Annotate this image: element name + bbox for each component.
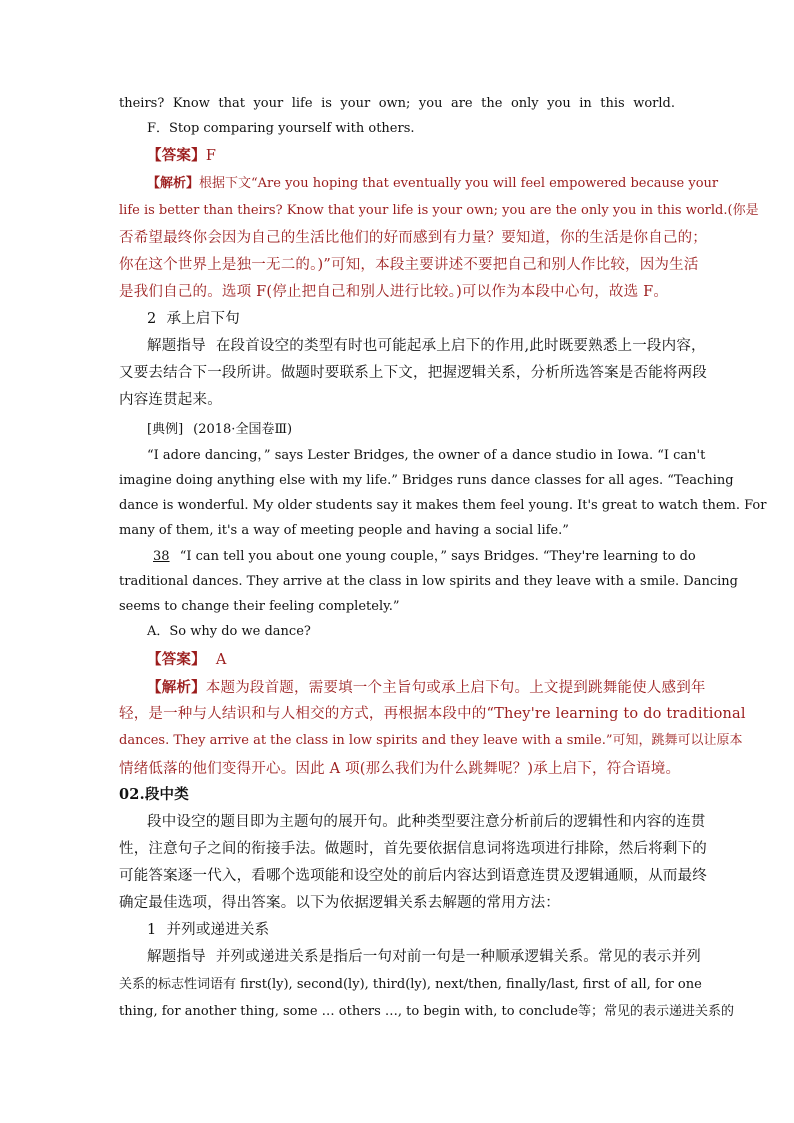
example-heading (147, 422, 675, 438)
passage-line: dance is wonderful. My older students say it makes them feel young. It's great to watch them. For (119, 498, 767, 513)
guidance-text: 并列或递进关系是指后一句对前一句是一种顺承逻辑关系。常见的表示并列 (215, 949, 701, 965)
analysis-line: 是我们自己的。选项 F(停止把自己和别人进行比较。)可以作为本段中心句，故选 F。 (119, 284, 669, 300)
guidance-line: 关系的标志性词语有 first(ly), second(ly), third(ly), next/then, finally/last, first of all, for one (119, 977, 702, 992)
text-line: theirs? Know that your life is your own; you are the only you in this world. (119, 96, 675, 111)
subsection-heading (147, 310, 675, 328)
subsection-number: 2 (147, 311, 157, 327)
subsection-title: 承上启下句 (166, 311, 240, 327)
example-source: (2018·全国卷Ⅲ) (193, 422, 293, 437)
analysis-line: 轻，是一种与人结识和与人相交的方式，再根据本段中的“They're learning to do traditional (119, 706, 746, 722)
analysis-line: 你在这个世界上是独一无二的。)”可知，本段主要讲述不要把自己和别人作比较，因为生活 (119, 257, 699, 273)
answer-line (147, 147, 675, 165)
section-heading: 02.段中类 (119, 786, 189, 803)
analysis-line (147, 679, 706, 697)
body-line: 段中设空的题目即为主题句的展开句。此种类型要注意分析前后的逻辑性和内容的连贯 (147, 814, 706, 830)
passage-line: “I adore dancing，” says Lester Bridges, the owner of a dance studio in Iowa. “I can't (147, 448, 706, 463)
guidance-line (147, 337, 706, 355)
example-tag: [典例] (147, 422, 184, 437)
body-line: 确定最佳选项，得出答案。以下为依据逻辑关系去解题的常用方法： (119, 895, 560, 911)
answer-value: A (215, 652, 227, 668)
passage-line: traditional dances. They arrive at the class in low spirits and they leave with a smile. Dancing (119, 574, 738, 589)
analysis-text: 本题为段首题，需要填一个主旨句或承上启下句。上文提到跳舞能使人感到年 (205, 680, 706, 696)
answer-line (147, 651, 675, 669)
guidance-line: 内容连贯起来。 (119, 392, 222, 408)
passage-line: many of them, it's a way of meeting people and having a social life.” (119, 523, 569, 538)
answer-tag: 【答案】 (147, 651, 206, 668)
analysis-line: life is better than theirs? Know that your life is your own; you are the only you in this world.(你是 (119, 203, 759, 218)
body-line: 可能答案逐一代入，看哪个选项能和设空处的前后内容达到语意连贯及逻辑通顺，从而最终 (119, 868, 707, 884)
guidance-text: 在段首设空的类型有时也可能起承上启下的作用,此时既要熟悉上一段内容， (215, 338, 706, 354)
answer-tag: 【答案】 (147, 147, 206, 164)
blank-number: 38 (153, 549, 170, 564)
analysis-line (147, 176, 719, 192)
analysis-tag: 【解析】 (147, 176, 200, 191)
option-f: F．Stop comparing yourself with others. (147, 121, 415, 136)
guidance-tag: 解题指导 (147, 949, 206, 965)
analysis-line: 否希望最终你会因为自己的生活比他们的好而感到有力量？要知道，你的生活是你自己的； (119, 230, 707, 246)
passage-text: “I can tell you about one young couple，” says Bridges. “They're learning to do (179, 549, 696, 564)
body-line: 性，注意句子之间的衔接手法。做题时，首先要依据信息词将选项进行排除，然后将剩下的 (119, 841, 707, 857)
passage-line: imagine doing anything else with my life.” Bridges runs dance classes for all ages. “Teaching (119, 473, 734, 488)
subsection-heading (147, 921, 675, 939)
analysis-tag: 【解析】 (147, 679, 206, 696)
answer-value: F (205, 148, 217, 164)
guidance-line (147, 948, 701, 966)
passage-line (147, 549, 696, 565)
analysis-line: dances. They arrive at the class in low spirits and they leave with a smile.”可知，跳舞可以让原本 (119, 733, 743, 748)
guidance-line: 又要去结合下一段所讲。做题时要联系上下文，把握逻辑关系，分析所选答案是否能将两段 (119, 365, 707, 381)
analysis-text: 根据下文“Are you hoping that eventually you will feel empowered because your (199, 176, 719, 191)
subsection-title: 并列或递进关系 (166, 922, 270, 938)
option-a: A．So why do we dance? (147, 624, 311, 639)
guidance-tag: 解题指导 (147, 338, 206, 354)
passage-line: seems to change their feeling completely.” (119, 599, 400, 614)
guidance-line: thing, for another thing, some … others …, to begin with, to conclude等；常见的表示递进关系的 (119, 1004, 734, 1019)
subsection-number: 1 (147, 922, 157, 938)
analysis-line: 情绪低落的他们变得开心。因此 A 项(那么我们为什么跳舞呢？)承上启下，符合语境。 (119, 761, 681, 777)
